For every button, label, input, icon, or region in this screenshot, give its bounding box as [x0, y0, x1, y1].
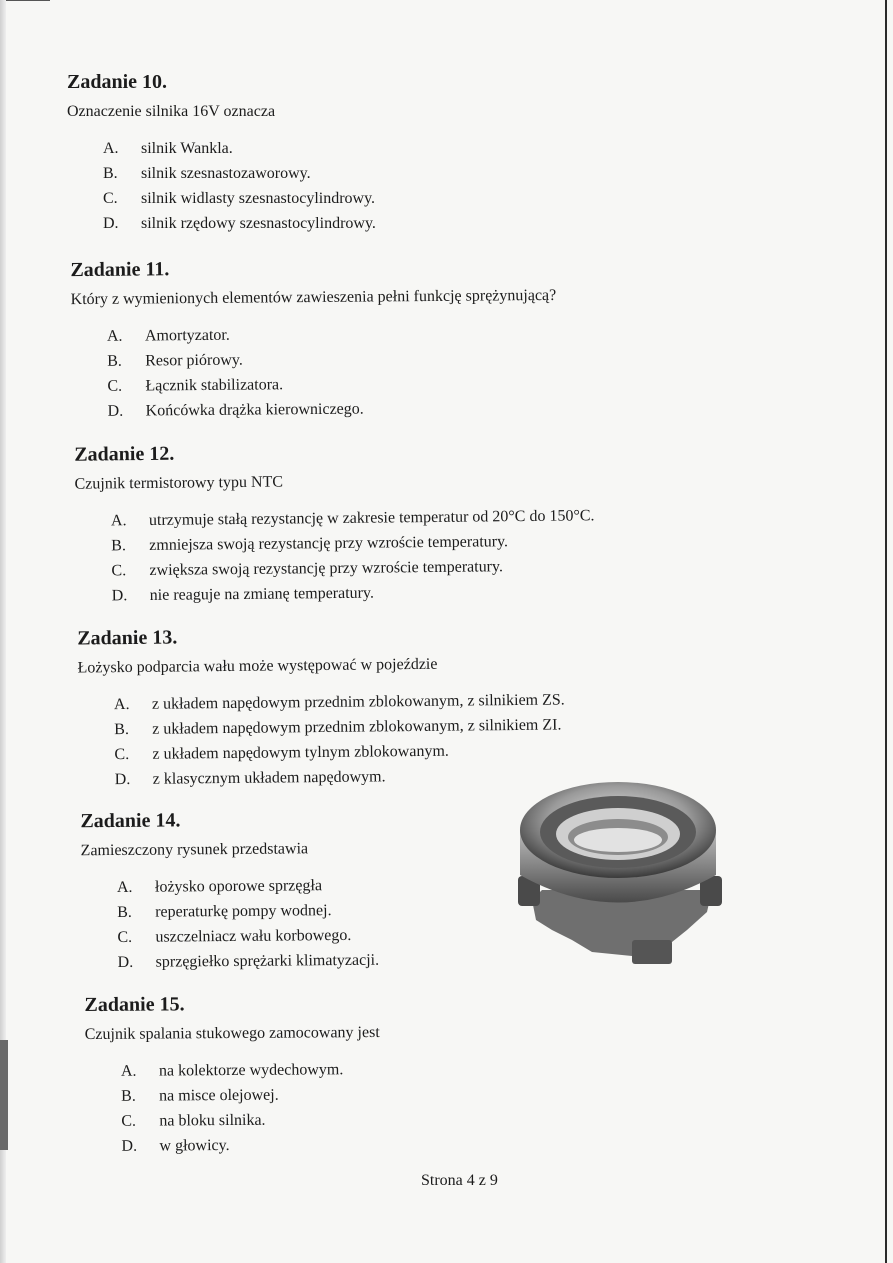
option-letter: D.	[107, 402, 124, 420]
option-text: na misce olejowej.	[159, 1086, 279, 1105]
answer-option-c	[103, 186, 376, 211]
task-question: Zamieszczony rysunek przedstawia	[80, 840, 309, 860]
option-text: silnik szesnastozaworowy.	[141, 165, 311, 182]
option-letter: A.	[110, 512, 127, 530]
option-letter: A.	[116, 878, 133, 896]
answer-option-b	[117, 898, 379, 925]
task-title: Zadanie 15.	[84, 993, 185, 1017]
option-text: nie reaguje na zmianę temperatury.	[149, 584, 375, 604]
option-text: silnik rzędowy szesnastocylindrowy.	[141, 215, 376, 232]
option-letter: A.	[113, 696, 130, 714]
option-text: z układem napędowym tylnym zblokowanym.	[152, 742, 449, 763]
option-letter: D.	[111, 587, 128, 605]
option-letter: A.	[120, 1062, 137, 1080]
answer-options	[117, 873, 379, 975]
bearing-icon	[512, 780, 724, 968]
clutch-release-bearing-photo	[512, 780, 724, 968]
answer-option-d	[121, 1132, 380, 1159]
option-text: Końcówka drążka kierowniczego.	[145, 400, 364, 420]
scan-left-edge-mark	[0, 1040, 8, 1150]
answer-options	[111, 503, 596, 608]
answer-option-a	[103, 136, 376, 161]
task-11	[70, 254, 557, 424]
answer-options	[114, 687, 566, 792]
task-12	[74, 437, 595, 608]
task-question: Który z wymienionych elementów zawieszenia pełni funkcję sprężynującą?	[70, 286, 557, 309]
option-letter: C.	[117, 928, 133, 946]
option-letter: C.	[111, 562, 127, 580]
answer-options	[103, 136, 376, 236]
option-text: w głowicy.	[159, 1137, 230, 1155]
option-letter: C.	[114, 746, 130, 764]
option-text: sprzęgiełko sprężarki klimatyzacji.	[155, 951, 380, 971]
option-letter: D.	[114, 771, 131, 789]
answer-options	[107, 320, 557, 424]
scan-right-edge	[885, 0, 887, 1263]
option-letter: B.	[117, 903, 132, 921]
task-title: Zadanie 12.	[74, 442, 175, 466]
option-text: łożysko oporowe sprzęgła	[154, 877, 323, 896]
task-10	[67, 70, 376, 236]
answer-option-c	[117, 923, 379, 950]
option-text: na bloku silnika.	[159, 1111, 266, 1130]
option-text: zwiększa swoją rezystancję przy wzroście temperatury.	[149, 558, 504, 579]
task-15	[84, 991, 380, 1159]
answer-option-b	[103, 161, 376, 186]
answer-option-b	[114, 712, 565, 742]
scan-corner-line	[0, 0, 50, 1]
option-letter: A.	[103, 140, 119, 157]
option-letter: C.	[121, 1112, 137, 1130]
answer-option-a	[121, 1057, 380, 1084]
answer-options	[121, 1057, 381, 1159]
answer-option-d	[118, 948, 380, 975]
task-title: Zadanie 13.	[77, 626, 178, 650]
option-text: reperaturkę pompy wodnej.	[155, 902, 332, 921]
option-text: z klasycznym układem napędowym.	[152, 768, 386, 788]
answer-option-d	[108, 395, 558, 424]
option-text: Amortyzator.	[144, 326, 230, 345]
answer-option-d	[112, 578, 596, 608]
task-question: Oznaczenie silnika 16V oznacza	[67, 103, 276, 120]
option-text: zmniejsza swoją rezystancję przy wzroście temperatury.	[149, 533, 509, 554]
option-letter: C.	[107, 377, 123, 395]
option-letter: B.	[103, 165, 118, 182]
option-text: na kolektorze wydechowym.	[158, 1061, 344, 1080]
answer-option-a	[117, 873, 379, 900]
option-text: z układem napędowym przednim zblokowanym, z silnikiem ZI.	[152, 716, 562, 738]
option-letter: A.	[106, 327, 123, 345]
option-text: z układem napędowym przednim zblokowanym, z silnikiem ZS.	[151, 691, 565, 713]
task-question: Łożysko podparcia wału może występować w pojeździe	[77, 655, 438, 677]
answer-option-d	[103, 211, 376, 236]
task-title: Zadanie 10.	[67, 71, 168, 93]
option-text: Resor piórowy.	[145, 351, 243, 370]
task-14	[80, 807, 379, 976]
option-text: silnik widlasty szesnastocylindrowy.	[141, 190, 376, 207]
answer-option-a	[111, 503, 595, 533]
task-13	[77, 621, 566, 792]
answer-option-c	[107, 370, 557, 399]
answer-option-d	[115, 762, 566, 792]
option-letter: C.	[103, 190, 118, 207]
task-question: Czujnik spalania stukowego zamocowany jest	[84, 1023, 380, 1044]
task-title: Zadanie 11.	[70, 258, 170, 282]
option-letter: D.	[121, 1137, 138, 1155]
option-letter: B.	[114, 721, 129, 739]
page-number: Strona 4 z 9	[421, 1172, 498, 1189]
answer-option-a	[107, 320, 557, 349]
task-title: Zadanie 14.	[80, 809, 181, 833]
answer-option-c	[121, 1107, 380, 1134]
option-text: uszczelniacz wału korbowego.	[155, 926, 352, 946]
option-letter: D.	[117, 953, 134, 971]
option-text: silnik Wankla.	[141, 140, 233, 157]
task-question: Czujnik termistorowy typu NTC	[74, 473, 284, 493]
option-letter: B.	[121, 1087, 136, 1105]
option-text: utrzymuje stałą rezystancję w zakresie temperatur od 20°C do 150°C.	[148, 507, 595, 529]
answer-option-b	[121, 1082, 380, 1109]
option-letter: B.	[111, 537, 126, 555]
option-letter: D.	[103, 215, 119, 232]
option-letter: B.	[107, 352, 122, 370]
answer-option-b	[107, 345, 557, 374]
option-text: Łącznik stabilizatora.	[145, 376, 284, 395]
